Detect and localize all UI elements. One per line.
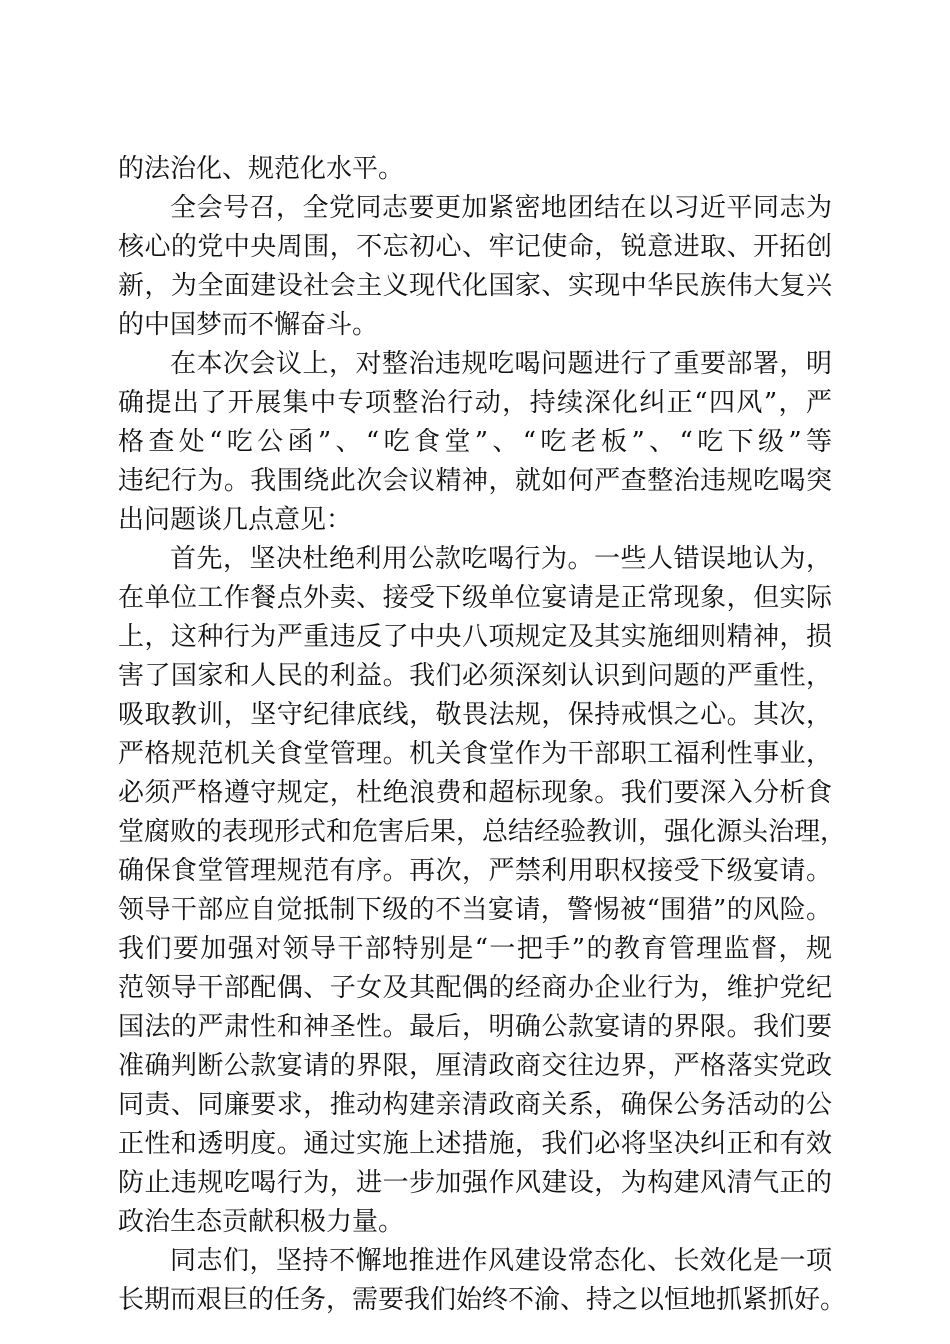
text-line: 准确判断公款宴请的界限，厘清政商交往边界，严格落实党政	[118, 1051, 832, 1081]
text-line: 在单位工作餐点外卖、接受下级单位宴请是正常现象，但实际	[118, 583, 832, 613]
text-line: 堂腐败的表现形式和危害后果，总结经验教训，强化源头治理，	[118, 817, 847, 847]
text-line: 出问题谈几点意见：	[118, 505, 353, 535]
text-line: 国法的严肃性和神圣性。最后，明确公款宴请的界限。我们要	[118, 1012, 832, 1042]
text-line: 新，为全面建设社会主义现代化国家、实现中华民族伟大复兴	[118, 271, 832, 301]
text-line: 长期而艰巨的任务，需要我们始终不渝、持之以恒地抓紧抓好。	[118, 1285, 847, 1315]
text-line: 格查处“吃公函”、“吃食堂”、“吃老板”、“吃下级”等	[118, 427, 832, 457]
text-line: 害了国家和人民的利益。我们必须深刻认识到问题的严重性，	[118, 661, 832, 691]
text-line: 范领导干部配偶、子女及其配偶的经商办企业行为，维护党纪	[118, 973, 832, 1003]
text-line: 同责、同廉要求，推动构建亲清政商关系，确保公务活动的公	[118, 1090, 832, 1120]
text-line: 正性和透明度。通过实施上述措施，我们必将坚决纠正和有效	[118, 1129, 832, 1159]
text-line: 防止违规吃喝行为，进一步加强作风建设，为构建风清气正的	[118, 1168, 832, 1198]
text-line: 违纪行为。我围绕此次会议精神，就如何严查整治违规吃喝突	[118, 466, 832, 496]
text-line: 全会号召，全党同志要更加紧密地团结在以习近平同志为	[170, 193, 832, 223]
text-line: 我们要加强对领导干部特别是“一把手”的教育管理监督，规	[118, 934, 832, 964]
text-line: 的中国梦而不懈奋斗。	[118, 310, 379, 340]
text-line: 上，这种行为严重违反了中央八项规定及其实施细则精神，损	[118, 622, 832, 652]
text-line: 政治生态贡献积极力量。	[118, 1207, 405, 1237]
text-line: 必须严格遵守规定，杜绝浪费和超标现象。我们要深入分析食	[118, 778, 832, 808]
text-line: 吸取教训，坚守纪律底线，敬畏法规，保持戒惧之心。其次，	[118, 700, 832, 730]
text-line: 在本次会议上，对整治违规吃喝问题进行了重要部署，明	[170, 349, 832, 379]
text-line: 确提出了开展集中专项整治行动，持续深化纠正“四风”，严	[118, 388, 832, 418]
text-line: 确保食堂管理规范有序。再次，严禁利用职权接受下级宴请。	[118, 856, 832, 886]
document-body	[118, 150, 847, 1320]
text-line: 的法治化、规范化水平。	[118, 154, 405, 184]
text-line: 首先，坚决杜绝利用公款吃喝行为。一些人错误地认为，	[170, 544, 832, 574]
text-line: 核心的党中央周围，不忘初心、牢记使命，锐意进取、开拓创	[118, 232, 832, 262]
text-line: 严格规范机关食堂管理。机关食堂作为干部职工福利性事业，	[118, 739, 832, 769]
text-line: 领导干部应自觉抵制下级的不当宴请，警惕被“围猎”的风险。	[118, 895, 832, 925]
text-line: 同志们，坚持不懈地推进作风建设常态化、长效化是一项	[170, 1246, 832, 1276]
